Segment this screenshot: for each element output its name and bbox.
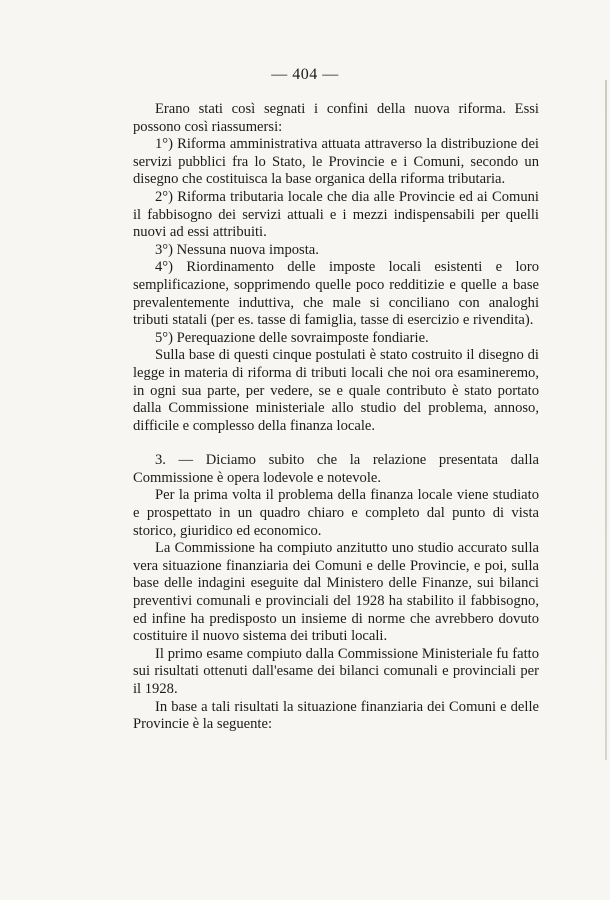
body-text: [133, 101, 539, 734]
paragraph-situation: In base a tali risultati la situazione finanziaria dei Comuni e delle Provincie è la seguente:: [133, 698, 539, 733]
paragraph-first-exam: Il primo esame compiuto dalla Commissione Ministeriale fu fatto sui risultati ottenuti dall'esame dei bilanci comunali e provinciali per il 1928.: [133, 645, 539, 697]
paragraph-point-1: 1°) Riforma amministrativa attuata attraverso la distribuzione dei servizi pubblici fra lo Stato, le Provincie e i Comuni, secondo un disegno che costituisca la base organica della riforma tributaria.: [133, 136, 539, 188]
paragraph-intro: Erano stati così segnati i confini della nuova riforma. Essi possono così riassumersi:: [133, 101, 539, 135]
page-number: — 404 —: [271, 66, 339, 83]
paragraph-point-4: 4°) Riordinamento delle imposte locali esistenti e loro semplificazione, sopprimendo quelle poco redditizie e quelle a base prevalentemente induttiva, che male si conciliano con analoghi tributi statali (per es. tasse di famiglia, tasse di esercizio e rivendita).: [133, 259, 539, 329]
page-edge-shadow: [605, 80, 607, 760]
paragraph-point-2: 2°) Riforma tributaria locale che dia alle Provincie ed ai Comuni il fabbisogno dei servizi attuali e i mezzi indispensabili per quelli nuovi ad essi attribuiti.: [133, 188, 539, 241]
paragraph-commission-study: La Commissione ha compiuto anzitutto uno studio accurato sulla vera situazione finanziaria dei Comuni e delle Provincie, e poi, sulla base delle indagini eseguite dal Ministero delle Finanze, sui bilanci preventivi comunali e provinciali del 1928 ha stabilito il fabbisogno, ed infine ha predisposto un insieme di norme che avrebbero dovuto costituire il nuovo sistema dei tributi locali.: [133, 540, 539, 645]
paragraph-first-time: Per la prima volta il problema della finanza locale viene studiato e prospettato in un quadro chiaro e completo dal punto di vista storico, giuridico ed economico.: [133, 487, 539, 539]
paragraph-point-5: 5°) Perequazione delle sovraimposte fondiarie.: [155, 329, 429, 346]
paragraph-postulates: Sulla base di questi cinque postulati è stato costruito il disegno di legge in materia di riforma di tributi locali che noi ora esamineremo, in ogni sua parte, per vedere, se e quale contributo è stato portato dalla Commissione ministeriale allo studio del problema, annoso, difficile e complesso della finanza locale.: [133, 347, 539, 434]
paragraph-point-3: 3°) Nessuna nuova imposta.: [155, 241, 319, 258]
paragraph-section-3: 3. — Diciamo subito che la relazione presentata dalla Commissione è opera lodevole e notevole.: [133, 452, 539, 486]
